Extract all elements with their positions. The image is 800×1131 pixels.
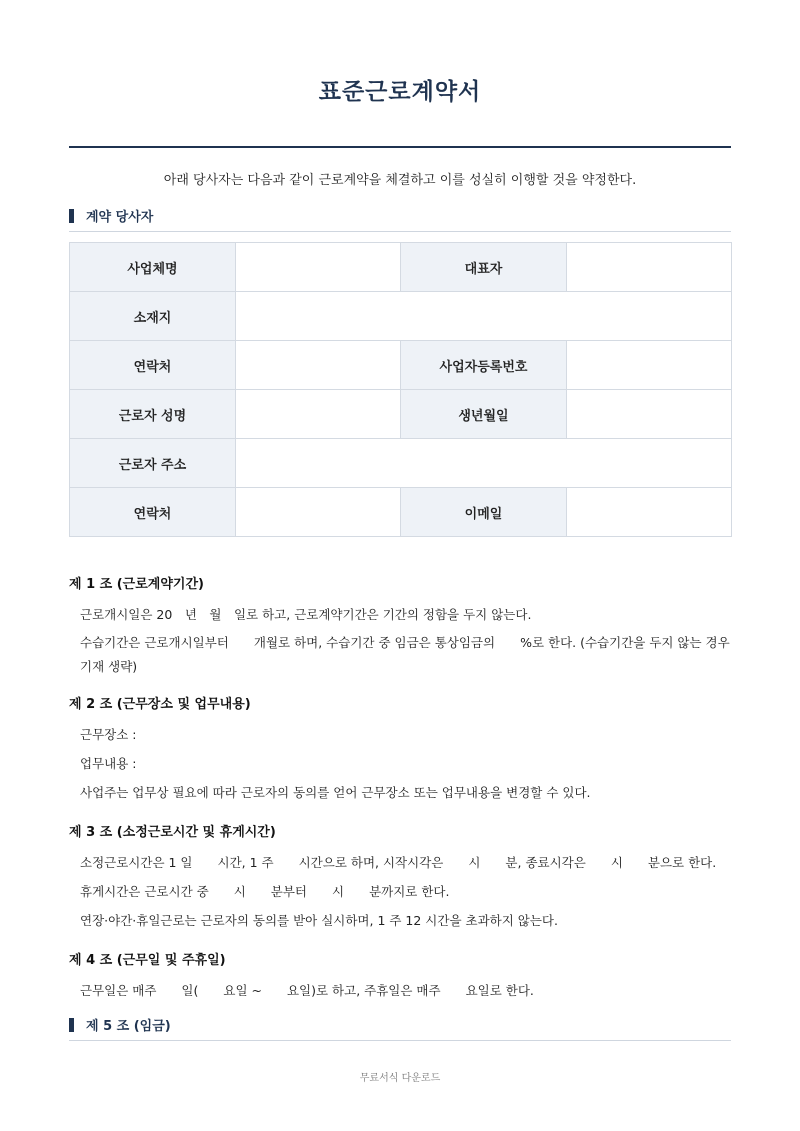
business-name-field[interactable] — [236, 243, 401, 292]
footer-text: 무료서식 다운로드 — [359, 1073, 441, 1084]
article-line: 근로개시일은 20 년 월 일로 하고, 근로계약기간은 기간의 정함을 두지 않는다. — [80, 607, 532, 622]
worker-address-label: 근로자 주소 — [70, 439, 236, 488]
article-line: 소정근로시간은 1 일 시간, 1 주 시간으로 하며, 시작시각은 시 분, 종료시각은 시 분으로 한다. — [80, 855, 717, 870]
birth-date-label: 생년월일 — [401, 390, 567, 439]
article-3 — [69, 821, 731, 935]
email-label: 이메일 — [401, 488, 567, 537]
table-row — [70, 292, 732, 341]
article-title: 제 2 조 (근무장소 및 업무내용) — [69, 697, 251, 712]
representative-label: 대표자 — [401, 243, 567, 292]
contact-field[interactable] — [236, 341, 401, 390]
document-title: 표준근로계약서 — [318, 79, 482, 105]
location-label: 소재지 — [70, 292, 236, 341]
article-line: 근무일은 매주 일( 요일 ~ 요일)로 하고, 주휴일은 매주 요일로 한다. — [80, 983, 534, 998]
parties-section-title: 계약 당사자 — [86, 210, 154, 225]
section-marker-icon — [69, 209, 74, 223]
article-title: 제 4 조 (근무일 및 주휴일) — [69, 953, 226, 968]
article-2 — [69, 693, 731, 807]
worker-address-field[interactable] — [236, 439, 732, 488]
article-title: 제 1 조 (근로계약기간) — [69, 577, 204, 592]
worker-contact-field[interactable] — [236, 488, 401, 537]
article-line: 근무장소 : — [80, 727, 137, 742]
intro-text: 아래 당사자는 다음과 같이 근로계약을 체결하고 이를 성실히 이행할 것을 약정한다. — [163, 173, 637, 188]
email-field[interactable] — [567, 488, 732, 537]
table-row — [70, 390, 732, 439]
table-row — [70, 341, 732, 390]
article-line: 업무내용 : — [80, 756, 137, 771]
business-reg-no-field[interactable] — [567, 341, 732, 390]
contact-label: 연락처 — [70, 341, 236, 390]
title-divider — [69, 146, 731, 148]
business-reg-no-label: 사업자등록번호 — [401, 341, 567, 390]
worker-name-field[interactable] — [236, 390, 401, 439]
article-5-section-header — [69, 1015, 731, 1041]
table-row — [70, 243, 732, 292]
business-name-label: 사업체명 — [70, 243, 236, 292]
article-title: 제 3 조 (소정근로시간 및 휴게시간) — [69, 825, 276, 840]
article-5-title: 제 5 조 (임금) — [86, 1019, 171, 1034]
table-row — [70, 439, 732, 488]
article-line: 휴게시간은 근로시간 중 시 분부터 시 분까지로 한다. — [80, 884, 450, 899]
parties-section-header — [69, 206, 731, 232]
article-4 — [69, 949, 731, 1005]
worker-contact-label: 연락처 — [70, 488, 236, 537]
article-line: 사업주는 업무상 필요에 따라 근로자의 동의를 얻어 근무장소 또는 업무내용을 변경할 수 있다. — [80, 785, 591, 800]
article-line: 연장·야간·휴일근로는 근로자의 동의를 받아 실시하며, 1 주 12 시간을 초과하지 않는다. — [80, 913, 558, 928]
article-1 — [69, 573, 731, 679]
birth-date-field[interactable] — [567, 390, 732, 439]
representative-field[interactable] — [567, 243, 732, 292]
location-field[interactable] — [236, 292, 732, 341]
article-line: 수습기간은 근로개시일부터 개월로 하며, 수습기간 중 임금은 통상임금의 %로 한다. (수습기간을 두지 않는 경우 기재 생략) — [80, 635, 730, 674]
worker-name-label: 근로자 성명 — [70, 390, 236, 439]
parties-table — [69, 242, 732, 537]
table-row — [70, 488, 732, 537]
section-marker-icon — [69, 1018, 74, 1032]
